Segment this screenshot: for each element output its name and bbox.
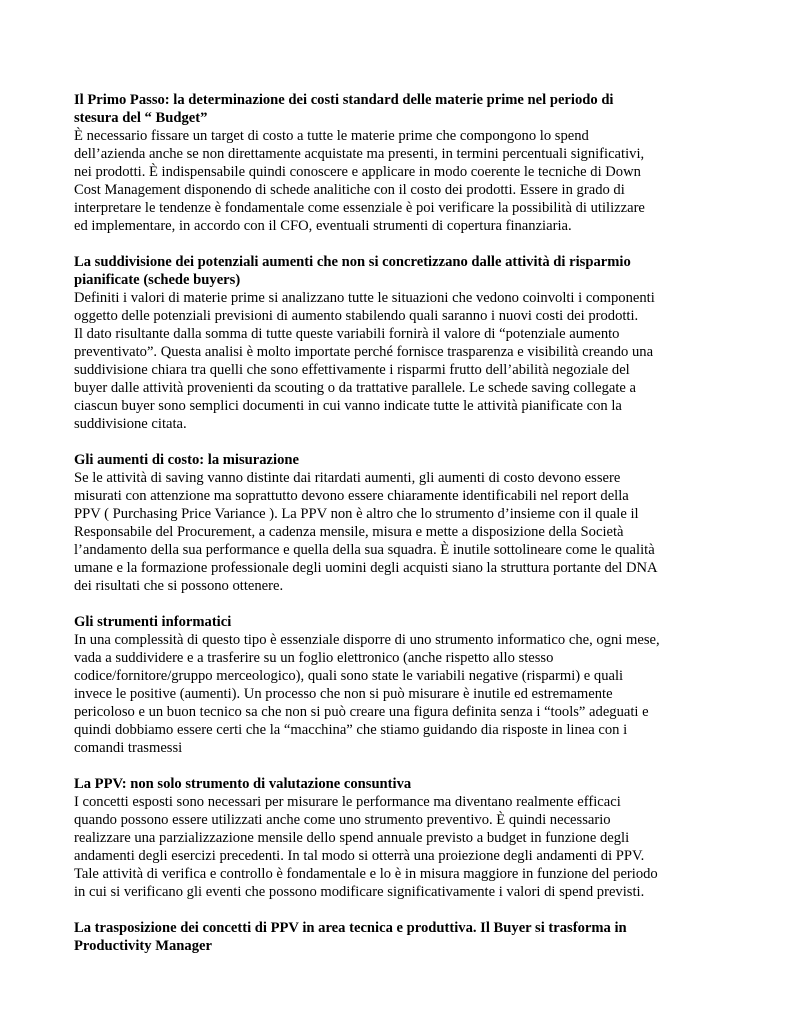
heading-line: Il Primo Passo: la determinazione dei costi standard delle materie prime nel periodo di (74, 92, 614, 108)
paragraph-line: ed implementare, in accordo con il CFO, eventuali strumenti di copertura finanziaria. (74, 218, 572, 234)
paragraph-line: Il dato risultante dalla somma di tutte queste variabili fornirà il valore di “potenziale aumento (74, 326, 620, 342)
paragraph-line: Cost Management disponendo di schede analitiche con il costo dei prodotti. Essere in grado di (74, 182, 625, 198)
section-heading (74, 613, 714, 631)
paragraph-line: È necessario fissare un target di costo a tutte le materie prime che compongono lo spend (74, 128, 589, 144)
paragraph-line: In una complessità di questo tipo è essenziale disporre di uno strumento informatico che, ogni mese, (74, 632, 660, 648)
document-page (74, 91, 714, 973)
section-heading (74, 775, 714, 793)
paragraph-line: nei prodotti. È indispensabile quindi conoscere e applicare in modo coerente le tecniche di Down (74, 164, 641, 180)
paragraph-line: comandi trasmessi (74, 740, 183, 756)
paragraph-line: oggetto delle potenziali previsioni di aumento stabilendo quali saranno i nuovi costi dei prodotti. (74, 308, 639, 324)
section-heading (74, 451, 714, 469)
paragraph-line: realizzare una parzializzazione mensile dello spend annuale previsto a budget in funzione degli (74, 830, 630, 846)
section-heading (74, 253, 714, 289)
heading-line: stesura del “ Budget” (74, 110, 208, 126)
paragraph-line: quando possono essere utilizzati anche come uno strumento preventivo. È quindi necessario (74, 812, 611, 828)
paragraph-line: misurati con attenzione ma soprattutto devono essere chiaramente identificabili nel report della (74, 488, 629, 504)
paragraph-line: Tale attività di verifica e controllo è fondamentale e lo è in misura maggiore in funzione del periodo (74, 866, 658, 882)
heading-line: La suddivisione dei potenziali aumenti che non si concretizzano dalle attività di risparmio (74, 254, 631, 270)
document-section (74, 451, 714, 595)
paragraph-line: vada a suddividere e a trasferire su un foglio elettronico (anche rispetto allo stesso (74, 650, 554, 666)
paragraph-line: pericoloso e un buon tecnico sa che non si può creare una figura definita senza i “tools” adeguati e (74, 704, 649, 720)
paragraph-line: l’andamento della sua performance e quella della sua squadra. È inutile sottolineare come le qualità (74, 542, 655, 558)
paragraph-line: dei risultati che si possono ottenere. (74, 578, 284, 594)
paragraph-line: invece le positive (aumenti). Un processo che non si può misurare è inutile ed estremamente (74, 686, 613, 702)
document-section (74, 919, 714, 955)
paragraph-line: Responsabile del Procurement, a cadenza mensile, misura e mette a disposizione della Società (74, 524, 624, 540)
heading-line: La trasposizione dei concetti di PPV in area tecnica e produttiva. Il Buyer si trasforma in (74, 920, 627, 936)
heading-line: pianificate (schede buyers) (74, 272, 241, 288)
paragraph-line: quindi dobbiamo essere certi che la “macchina” che stiamo guidando dia risposte in linea con i (74, 722, 628, 738)
heading-line: Productivity Manager (74, 938, 212, 954)
section-paragraph (74, 793, 714, 901)
section-paragraph (74, 631, 714, 757)
paragraph-line: preventivato”. Questa analisi è molto importate perché fornisce trasparenza e visibilità creando una (74, 344, 654, 360)
section-heading (74, 91, 714, 127)
paragraph-line: buyer dalle attività provenienti da scouting o da trattative parallele. Le schede saving collegate a (74, 380, 637, 396)
paragraph-line: in cui si verificano gli eventi che possono modificare significativamente i valori di spend previsti. (74, 884, 645, 900)
paragraph-line: I concetti esposti sono necessari per misurare le performance ma diventano realmente efficaci (74, 794, 621, 810)
paragraph-line: PPV ( Purchasing Price Variance ). La PPV non è altro che lo strumento d’insieme con il quale il (74, 506, 639, 522)
heading-line: La PPV: non solo strumento di valutazione consuntiva (74, 776, 412, 792)
section-paragraph (74, 127, 714, 235)
paragraph-line: suddivisione citata. (74, 416, 187, 432)
section-paragraph (74, 289, 714, 433)
paragraph-line: suddivisione chiara tra quelli che sono effettivamente i risparmi frutto dell’abilità negoziale del (74, 362, 630, 378)
paragraph-line: Definiti i valori di materie prime si analizzano tutte le situazioni che vedono coinvolti i componenti (74, 290, 655, 306)
document-section (74, 253, 714, 433)
paragraph-line: ciascun buyer sono semplici documenti in cui vanno indicate tutte le attività pianificate con la (74, 398, 622, 414)
paragraph-line: interpretare le tendenze è fondamentale come essenziale è poi verificare la possibilità di utilizzare (74, 200, 645, 216)
paragraph-line: dell’azienda anche se non direttamente acquistate ma presenti, in termini percentuali significativi, (74, 146, 645, 162)
paragraph-line: Se le attività di saving vanno distinte dai ritardati aumenti, gli aumenti di costo devono essere (74, 470, 621, 486)
section-heading (74, 919, 714, 955)
heading-line: Gli aumenti di costo: la misurazione (74, 452, 299, 468)
document-section (74, 775, 714, 901)
section-paragraph (74, 469, 714, 595)
heading-line: Gli strumenti informatici (74, 614, 232, 630)
paragraph-line: andamenti degli esercizi precedenti. In tal modo si otterrà una proiezione degli andamenti di PPV. (74, 848, 645, 864)
paragraph-line: umane e la formazione professionale degli uomini degli acquisti siano la struttura portante del DNA (74, 560, 658, 576)
document-section (74, 91, 714, 235)
document-section (74, 613, 714, 757)
paragraph-line: codice/fornitore/gruppo merceologico), quali sono state le variabili negative (risparmi) e quali (74, 668, 624, 684)
